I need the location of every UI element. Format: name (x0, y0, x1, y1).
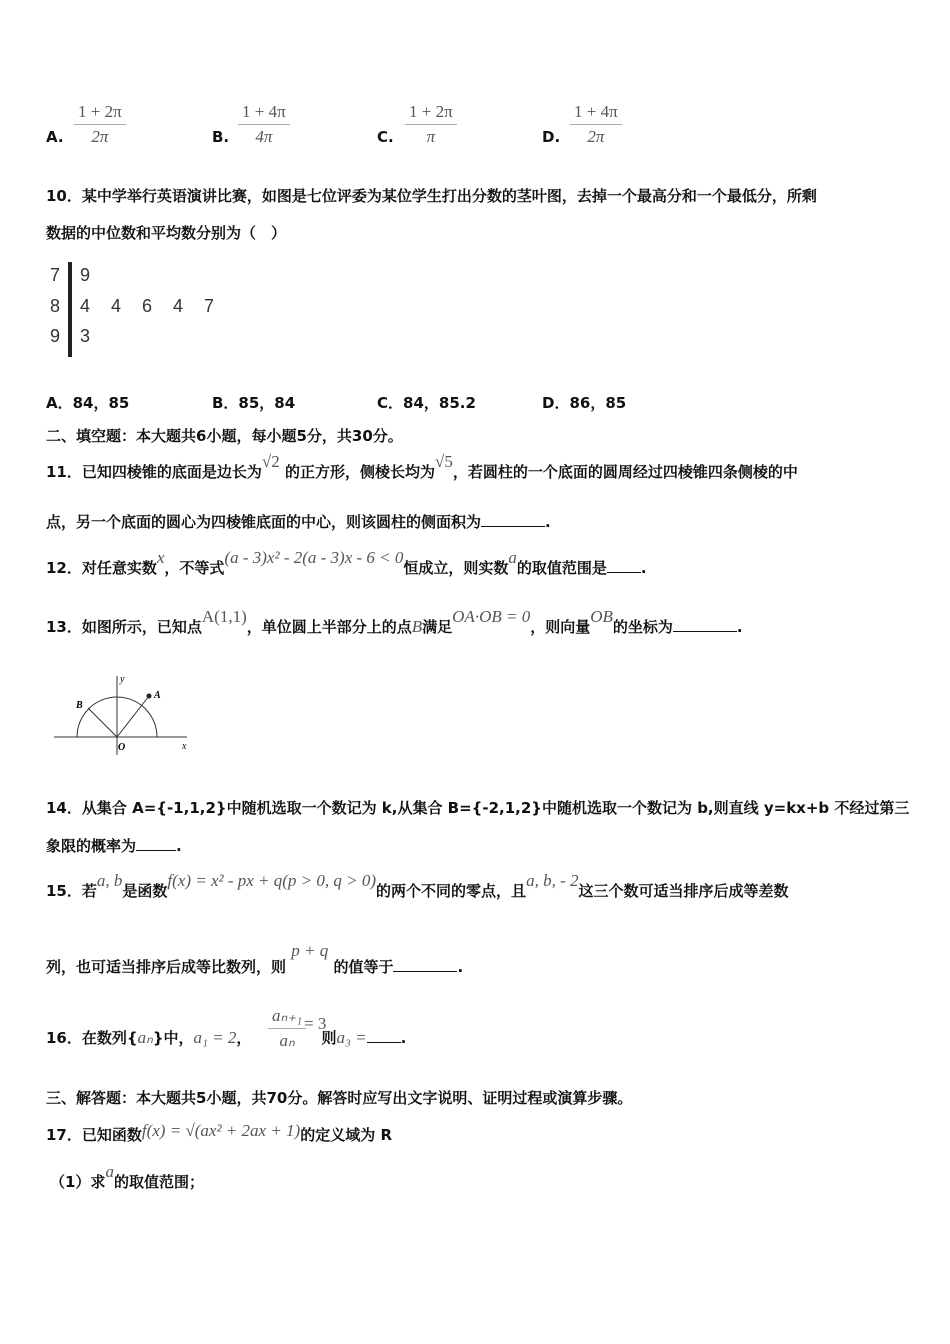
text: 的两个不同的零点，且 (376, 882, 527, 900)
vector-oa (117, 696, 149, 737)
math: a (508, 548, 517, 567)
q16-line: 16．在数列{aₙ}中，a₁ = 2， 则a₃ = . (46, 1028, 407, 1047)
math: f(x) = √(ax² + 2ax + 1) (141, 1121, 301, 1140)
answer-blank (481, 512, 545, 527)
text: 11．已知四棱锥的底面是边长为 (46, 463, 262, 481)
q10-option-c: C．84，85.2 (377, 394, 476, 412)
q13-line: 13．如图所示，已知点A(1,1)，单位圆上半部分上的点B满足OA·OB = 0，则向量OB的坐标为 . (46, 607, 743, 636)
option-d-label: D. (542, 128, 561, 146)
q17-line (46, 1121, 393, 1145)
math: f(x) = x² - px + q(p > 0, q > 0) (167, 871, 377, 890)
text: 满足 (422, 618, 453, 636)
point-a-label: A (154, 690, 161, 701)
point-b-label: B (76, 700, 83, 711)
text: 的定义域为 R (300, 1126, 393, 1144)
q12-line: 12．对任意实数x，不等式(a - 3)x² - 2(a - 3)x - 6 < 0恒成立，则实数a的取值范围是 . (46, 548, 647, 577)
q15-line1 (46, 871, 789, 901)
q10-option-b: B．85，84 (212, 394, 296, 412)
text: 列，也可适当排序后成等比数列，则 (46, 958, 287, 976)
q14-line2: 象限的概率为 . (46, 837, 182, 855)
math: = 3 (304, 1014, 327, 1033)
q14-line1: 14．从集合 A={-1,1,2}中随机选取一个数记为 k,从集合 B={-2,1,2}中随机选取一个数记为 b,则直线 y=kx+b 不经过第三 (46, 799, 910, 817)
text: }中， (152, 1029, 194, 1047)
q11-line1 (46, 452, 798, 482)
text: ，单位圆上半部分上的点 (246, 618, 412, 636)
q10-line2: 数据的中位数和平均数分别为（ ） (46, 224, 287, 242)
math: A(1,1) (201, 607, 247, 626)
text: 的坐标为 (612, 618, 673, 636)
origin-label: O (118, 742, 126, 753)
text: ，则向量 (530, 618, 591, 636)
leaf: 4 (173, 296, 184, 316)
math: (a - 3)x² - 2(a - 3)x - 6 < 0 (224, 548, 404, 567)
math: OB (590, 607, 613, 626)
math: a₁ = 2 (193, 1028, 237, 1047)
leaf: 3 (80, 326, 91, 346)
text: 的取值范围是 (516, 559, 607, 577)
vector-ob (88, 708, 117, 737)
math: aₙ (137, 1028, 153, 1047)
stem: 7 (50, 265, 61, 285)
text: 的值等于 (333, 958, 394, 976)
math: a (105, 1162, 114, 1181)
text: 的正方形，侧棱长均为 (284, 463, 435, 481)
text: ，不等式 (164, 559, 225, 577)
unit-circle-figure (52, 670, 197, 760)
math: B (411, 617, 423, 636)
q15-line2: 列，也可适当排序后成等比数列，则 p + q 的值等于 . (46, 941, 464, 976)
math: p + q (291, 941, 329, 960)
option-d-fraction: $\frac{1 + 4\pi}{2\pi}$ (570, 102, 622, 147)
text: 的取值范围； (113, 1173, 204, 1191)
answer-blank (136, 836, 176, 851)
text: 象限的概率为 (46, 837, 137, 855)
option-a-label: A. (46, 128, 64, 146)
numerator: aₙ₊₁ (268, 1006, 306, 1029)
q16-ratio-fraction (268, 1006, 306, 1051)
text: （1）求 (50, 1173, 106, 1191)
q17-part1 (50, 1162, 204, 1192)
text: 点，另一个底面的圆心为四棱锥底面的中心，则该圆柱的侧面积为 (46, 513, 482, 531)
option-c-fraction: $\frac{1 + 2\pi}{\pi}$ (405, 102, 457, 147)
option-c-label: C. (377, 128, 394, 146)
y-label: y (120, 674, 125, 685)
math: OA·OB = 0 (452, 607, 531, 626)
text: 17．已知函数 (46, 1126, 142, 1144)
answer-blank (367, 1028, 401, 1043)
text: ， (236, 1029, 252, 1047)
answer-blank (673, 617, 737, 632)
text: 13．如图所示，已知点 (46, 618, 202, 636)
math: a₃ = (336, 1028, 367, 1047)
answer-blank (393, 957, 457, 972)
stem: 9 (50, 326, 61, 346)
stem: 8 (50, 296, 61, 316)
leaf: 6 (142, 296, 153, 316)
option-b-fraction: $\frac{1 + 4\pi}{4\pi}$ (238, 102, 290, 147)
math: x (156, 548, 165, 567)
leaf: 7 (204, 296, 215, 316)
text: 16．在数列{ (46, 1029, 138, 1047)
q10-option-d: D．86，85 (542, 394, 627, 412)
text: 恒成立，则实数 (403, 559, 509, 577)
q11-line2: 点，另一个底面的圆心为四棱锥底面的中心，则该圆柱的侧面积为 . (46, 513, 551, 531)
stem-divider (68, 262, 72, 357)
text: 12．对任意实数 (46, 559, 157, 577)
math: a, b, - 2 (526, 871, 579, 890)
q10-option-a: A．84，85 (46, 394, 130, 412)
text: ，若圆柱的一个底面的圆周经过四棱锥四条侧棱的中 (452, 463, 798, 481)
section-3-heading: 三、解答题：本大题共5小题，共70分。解答时应写出文字说明、证明过程或演算步骤。 (46, 1089, 633, 1107)
answer-blank (607, 558, 641, 573)
math: √2 (261, 452, 280, 471)
math: √5 (434, 452, 453, 471)
leaf: 9 (80, 265, 91, 285)
text: 15．若 (46, 882, 97, 900)
option-b-label: B. (212, 128, 230, 146)
text: 是函数 (122, 882, 168, 900)
leaf: 4 (80, 296, 91, 316)
section-2-heading: 二、填空题：本大题共6小题，每小题5分，共30分。 (46, 427, 403, 445)
x-label: x (182, 741, 187, 752)
option-a-fraction: $\frac{1 + 2\pi}{2\pi}$ (74, 102, 126, 147)
text: 这三个数可适当排序后成等差数 (578, 882, 789, 900)
denominator: aₙ (279, 1031, 295, 1050)
math: a, b (96, 871, 123, 890)
leaf: 4 (111, 296, 122, 316)
q10-line1: 10．某中学举行英语演讲比赛，如图是七位评委为某位学生打出分数的茎叶图，去掉一个最高分和一个最低分，所剩 (46, 187, 817, 205)
text: 则 (321, 1029, 337, 1047)
point-a (147, 694, 152, 699)
